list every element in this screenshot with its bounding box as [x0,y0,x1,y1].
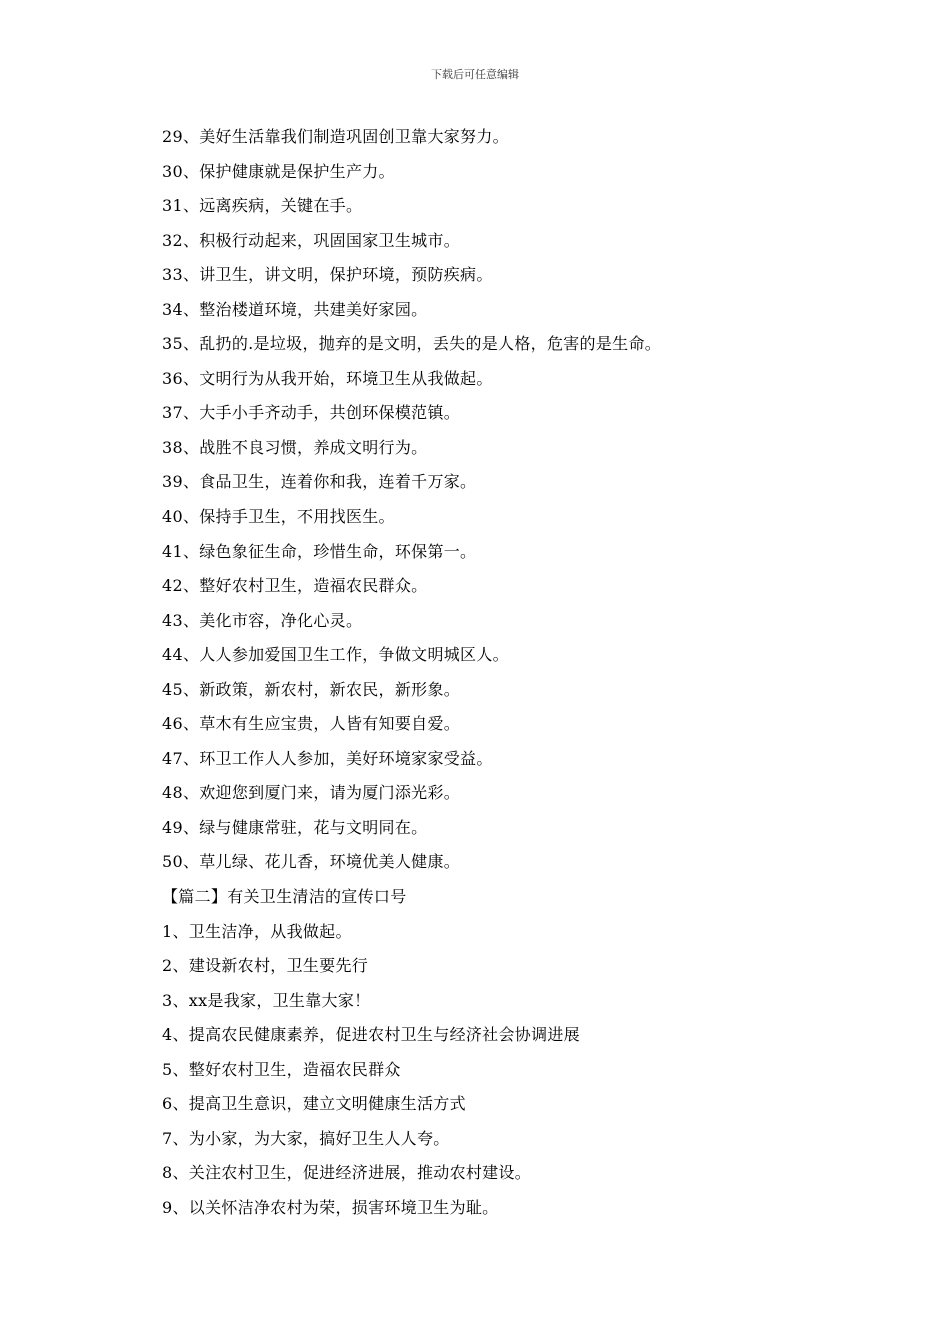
list-item: 32、积极行动起来，巩固国家卫生城市。 [162,230,461,250]
list-item: 4、提高农民健康素养，促进农村卫生与经济社会协调进展 [162,1025,580,1045]
section-heading: 【篇二】有关卫生清洁的宣传口号 [162,887,407,907]
page-header: 下载后可任意编辑 [431,68,519,81]
list-item: 34、整治楼道环境，共建美好家园。 [162,299,428,319]
list-item: 45、新政策，新农村，新农民，新形象。 [162,679,461,699]
list-item: 3、xx是我家，卫生靠大家！ [162,990,371,1010]
list-item: 46、草木有生应宝贵，人皆有知要自爱。 [162,714,461,734]
document-body [162,120,802,1226]
list-item: 44、人人参加爱国卫生工作，争做文明城区人。 [162,645,509,665]
list-item: 31、远离疾病，关键在手。 [162,196,363,216]
list-item: 47、环卫工作人人参加，美好环境家家受益。 [162,748,493,768]
list-item: 6、提高卫生意识，建立文明健康生活方式 [162,1094,466,1114]
list-item: 37、大手小手齐动手，共创环保模范镇。 [162,403,461,423]
list-item: 39、食品卫生，连着你和我，连着千万家。 [162,472,477,492]
list-item: 2、建设新农村，卫生要先行 [162,956,369,976]
list-item: 38、战胜不良习惯，养成文明行为。 [162,437,428,457]
list-item: 8、关注农村卫生，促进经济进展，推动农村建设。 [162,1163,532,1183]
list-item: 33、讲卫生，讲文明，保护环境，预防疾病。 [162,265,493,285]
list-item: 40、保持手卫生，不用找医生。 [162,507,395,527]
list-item: 49、绿与健康常驻，花与文明同在。 [162,817,428,837]
list-item: 9、以关怀洁净农村为荣，损害环境卫生为耻。 [162,1197,499,1217]
list-item: 42、整好农村卫生，造福农民群众。 [162,576,428,596]
list-item: 5、整好农村卫生，造福农民群众 [162,1059,401,1079]
list-item: 7、为小家，为大家，搞好卫生人人夸。 [162,1128,450,1148]
list-item: 41、绿色象征生命，珍惜生命，环保第一。 [162,541,477,561]
list-item: 36、文明行为从我开始，环境卫生从我做起。 [162,368,493,388]
list-item: 30、保护健康就是保护生产力。 [162,161,395,181]
list-item: 50、草儿绿、花儿香，环境优美人健康。 [162,852,461,872]
list-item: 35、乱扔的.是垃圾，抛弃的是文明，丢失的是人格，危害的是生命。 [162,334,662,354]
list-item: 1、卫生洁净，从我做起。 [162,921,352,941]
list-item: 48、欢迎您到厦门来，请为厦门添光彩。 [162,783,461,803]
list-item: 29、美好生活靠我们制造巩固创卫靠大家努力。 [162,127,509,146]
list-item: 43、美化市容，净化心灵。 [162,610,363,630]
